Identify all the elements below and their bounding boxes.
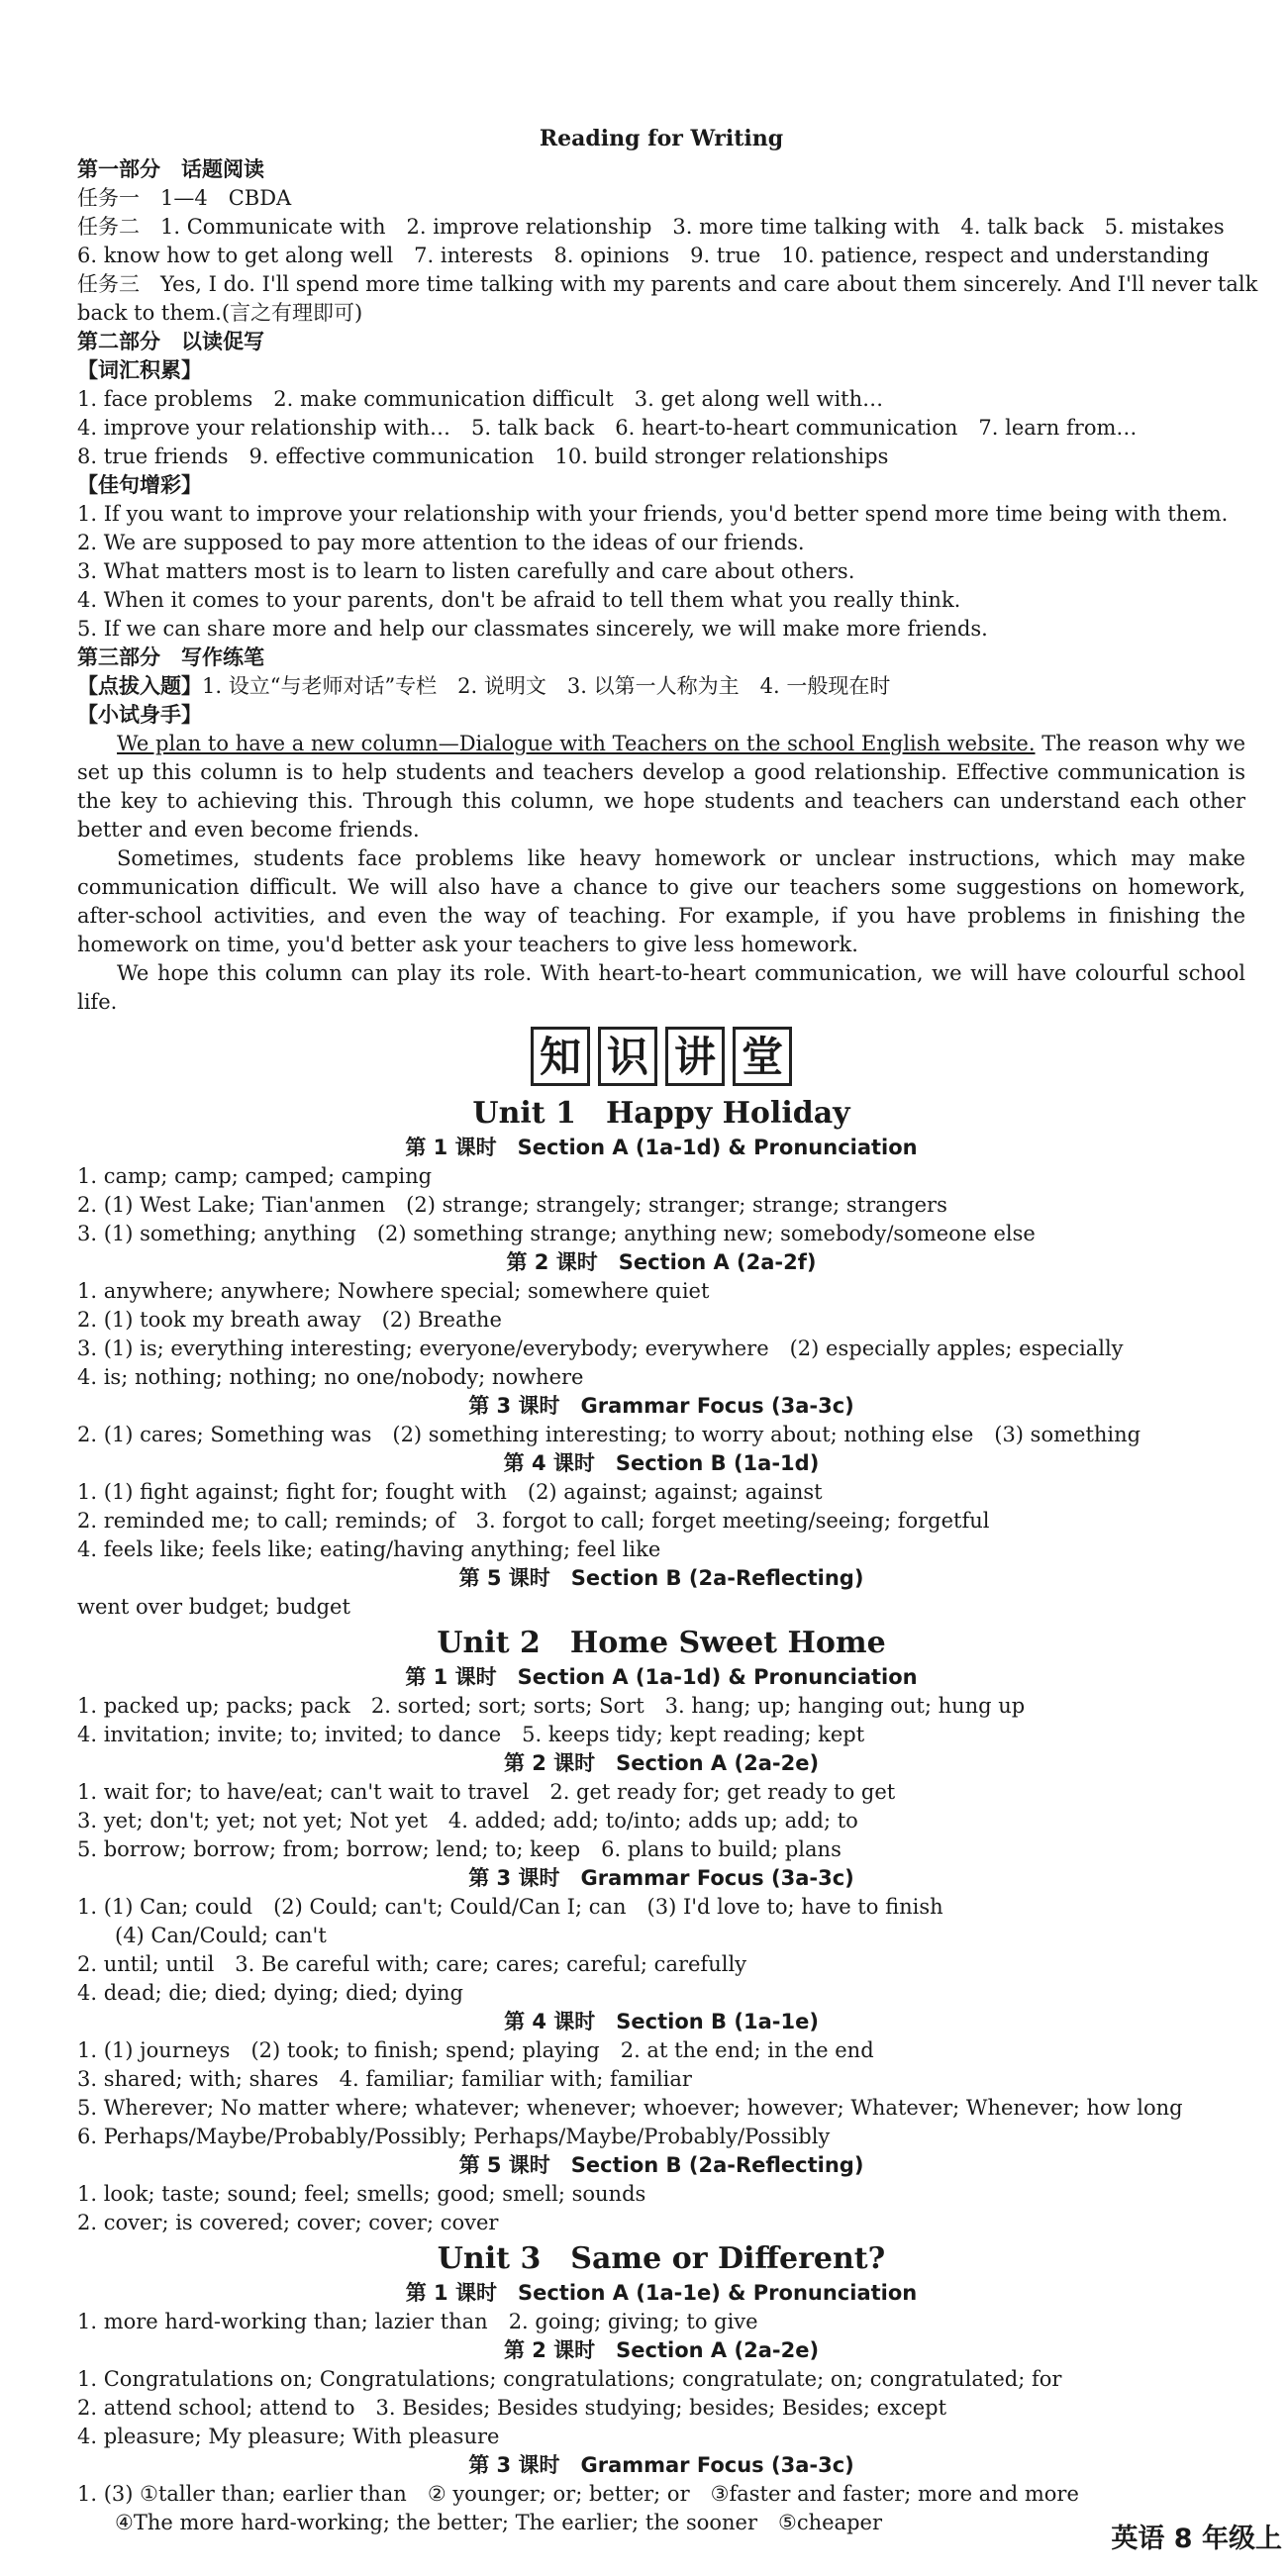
unit2-title: Unit 2 Home Sweet Home <box>437 1626 886 1660</box>
answer-line: 2. (1) West Lake; Tian'anmen (2) strange; strangely; stranger; strange; strangers <box>77 1193 947 1217</box>
answer-line: 4. dead; die; died; dying; died; dying <box>77 1981 463 2005</box>
unit1-lesson4: 第 4 课时 Section B (1a-1d) <box>503 1451 820 1475</box>
unit3-title: Unit 3 Same or Different? <box>437 2241 886 2276</box>
vocab-line3: 8. true friends 9. effective communication 10. build stronger relationships <box>77 445 889 468</box>
vocab-heading: 【词汇积累】 <box>77 358 202 382</box>
answer-line: 2. attend school; attend to 3. Besides; Besides studying; besides; Besides; except <box>77 2396 947 2420</box>
unit1-lesson5: 第 5 课时 Section B (2a-Reflecting) <box>458 1566 864 1590</box>
answer-line: 3. yet; don't; yet; not yet; Not yet 4. added; add; to/into; adds up; add; to <box>77 1809 858 1833</box>
answer-line: 2. cover; is covered; cover; cover; cover <box>77 2211 499 2234</box>
sentences-heading: 【佳句增彩】 <box>77 473 202 497</box>
answer-line: 2. (1) took my breath away (2) Breathe <box>77 1308 502 1332</box>
answer-line: went over budget; budget <box>77 1595 350 1619</box>
answer-line: 1. look; taste; sound; feel; smells; good; smell; sounds <box>77 2182 646 2206</box>
answer-line: 3. (1) something; anything (2) something strange; anything new; somebody/someone else <box>77 1222 1036 1245</box>
sentence-3: 3. What matters most is to learn to listen carefully and care about others. <box>77 559 855 583</box>
answer-line: 1. Congratulations on; Congratulations; congratulations; congratulate; on; congratulated; for <box>77 2367 1062 2391</box>
answer-line: 2. reminded me; to call; reminds; of 3. forgot to call; forget meeting/seeing; forgetful <box>77 1509 990 1533</box>
unit1-lesson2: 第 2 课时 Section A (2a-2f) <box>506 1250 817 1274</box>
part2-heading: 第二部分 以读促写 <box>77 330 264 353</box>
answer-line: 4. invitation; invite; to; invited; to dance 5. keeps tidy; kept reading; kept <box>77 1723 865 1746</box>
essay-paragraph-3: We hope this column can play its role. With heart-to-heart communication, we will have colourful school life. <box>77 961 1245 1014</box>
part1-heading: 第一部分 话题阅读 <box>77 157 264 181</box>
task1: 任务一 1—4 CBDA <box>77 186 292 210</box>
sentence-4: 4. When it comes to your parents, don't be afraid to tell them what you really think. <box>77 588 961 612</box>
answer-line: 2. (1) cares; Something was (2) something interesting; to worry about; nothing else (3) something <box>77 1423 1141 1446</box>
tip-line <box>77 672 1245 701</box>
banner-char-3: 讲 <box>665 1027 725 1086</box>
task2-line2: 6. know how to get along well 7. interests 8. opinions 9. true 10. patience, respect and understanding <box>77 244 1210 267</box>
unit2-lesson1: 第 1 课时 Section A (1a-1d) & Pronunciation <box>405 1665 918 1689</box>
banner-char-2: 识 <box>598 1027 657 1086</box>
answer-line: 6. Perhaps/Maybe/Probably/Possibly; Perhaps/Maybe/Probably/Possibly <box>77 2125 831 2148</box>
banner-char-4: 堂 <box>733 1027 792 1086</box>
sentence-2: 2. We are supposed to pay more attention to the ideas of our friends. <box>77 531 805 554</box>
answer-line: 1. (1) fight against; fight for; fought with (2) against; against; against <box>77 1480 823 1504</box>
answer-line: 4. feels like; feels like; eating/having anything; feel like <box>77 1537 661 1561</box>
unit2-lesson3: 第 3 课时 Grammar Focus (3a-3c) <box>468 1866 854 1890</box>
part3-heading: 第三部分 写作练笔 <box>77 645 264 669</box>
unit2-lesson5: 第 5 课时 Section B (2a-Reflecting) <box>458 2153 864 2177</box>
answer-line: 4. is; nothing; nothing; no one/nobody; nowhere <box>77 1365 584 1389</box>
sentence-1: 1. If you want to improve your relationship with your friends, you'd better spend more time being with them. <box>77 502 1229 526</box>
tip-heading: 【点拔入题】 <box>77 674 202 698</box>
task3-line1: 任务三 Yes, I do. I'll spend more time talking with my parents and care about them sincerely. And I'll never talk <box>77 272 1258 296</box>
answer-line: 1. (1) journeys (2) took; to finish; spend; playing 2. at the end; in the end <box>77 2038 874 2062</box>
essay-paragraph-1 <box>77 730 1245 844</box>
sentence-5: 5. If we can share more and help our classmates sincerely, we will make more friends. <box>77 617 988 641</box>
unit3-lesson2: 第 2 课时 Section A (2a-2e) <box>503 2338 820 2362</box>
unit1-lesson3: 第 3 课时 Grammar Focus (3a-3c) <box>468 1394 854 1418</box>
answer-line: 3. shared; with; shares 4. familiar; familiar with; familiar <box>77 2067 692 2091</box>
task2-line1: 任务二 1. Communicate with 2. improve relationship 3. more time talking with 4. talk back 5. mistakes <box>77 215 1225 239</box>
unit3-lesson1: 第 1 课时 Section A (1a-1e) & Pronunciation <box>405 2281 918 2305</box>
unit2-lesson2: 第 2 课时 Section A (2a-2e) <box>503 1751 820 1775</box>
page-footer-label: 英语 8 年级上 <box>1111 2523 1282 2554</box>
answer-line: ④The more hard-working; the better; The earlier; the sooner ⑤cheaper <box>115 2511 882 2534</box>
knowledge-banner <box>77 1027 1245 1086</box>
vocab-line2: 4. improve your relationship with… 5. talk back 6. heart-to-heart communication 7. learn from… <box>77 416 1138 440</box>
content <box>77 125 1258 2537</box>
task3-line2: back to them.(言之有理即可) <box>77 301 363 325</box>
try-heading: 【小试身手】 <box>77 703 202 727</box>
vocab-line1: 1. face problems 2. make communication difficult 3. get along well with… <box>77 387 884 411</box>
answer-line: 1. (1) Can; could (2) Could; can't; Could/Can I; can (3) I'd love to; have to finish <box>77 1895 943 1919</box>
answer-line: 3. (1) is; everything interesting; everyone/everybody; everywhere (2) especially apples; especially <box>77 1337 1124 1360</box>
answer-line: 1. (3) ①taller than; earlier than ② younger; or; better; or ③faster and faster; more and more <box>77 2482 1079 2506</box>
answer-line: 4. pleasure; My pleasure; With pleasure <box>77 2425 500 2448</box>
section-title: Reading for Writing <box>539 126 784 151</box>
tip-text: 1. 设立“与老师对话”专栏 2. 说明文 3. 以第一人称为主 4. 一般现在时 <box>202 674 891 698</box>
unit2-lesson4: 第 4 课时 Section B (1a-1e) <box>504 2010 819 2033</box>
unit1-title: Unit 1 Happy Holiday <box>472 1096 850 1131</box>
essay-opening-sentence: We plan to have a new column—Dialogue with Teachers on the school English website. <box>117 732 1036 755</box>
essay-paragraph-2: Sometimes, students face problems like heavy homework or unclear instructions, which may make communication difficult. We will also have a chance to give our teachers some suggestions on homework, after-school activities, and even the way of teaching. For example, if you have problems in finishing the homework on time, you'd better ask your teachers to give less homework. <box>77 846 1245 956</box>
answer-line: 5. borrow; borrow; from; borrow; lend; to; keep 6. plans to build; plans <box>77 1837 842 1861</box>
unit3-lesson3: 第 3 课时 Grammar Focus (3a-3c) <box>468 2453 854 2477</box>
answer-line: 5. Wherever; No matter where; whatever; whenever; whoever; however; Whatever; Whenever; how long <box>77 2096 1183 2120</box>
answer-line: 2. until; until 3. Be careful with; care; cares; careful; carefully <box>77 1952 747 1976</box>
answer-line: 1. more hard-working than; lazier than 2. going; giving; to give <box>77 2310 758 2333</box>
answer-line: 1. packed up; packs; pack 2. sorted; sort; sorts; Sort 3. hang; up; hanging out; hung up <box>77 1694 1026 1718</box>
answer-line: 1. anywhere; anywhere; Nowhere special; somewhere quiet <box>77 1279 710 1303</box>
essay-paragraph-1-rest: The reason why we set up this column is to help students and teachers develop a good relationship. Effective communication is the key to achieving this. Through this column, we hope students and teachers can understand each other better and even become friends. <box>77 732 1245 842</box>
banner-char-1: 知 <box>531 1027 590 1086</box>
answer-line: (4) Can/Could; can't <box>115 1924 327 1947</box>
answer-line: 1. camp; camp; camped; camping <box>77 1164 433 1188</box>
answer-line: 1. wait for; to have/eat; can't wait to travel 2. get ready for; get ready to get <box>77 1780 896 1804</box>
unit1-lesson1: 第 1 课时 Section A (1a-1d) & Pronunciation <box>405 1136 918 1159</box>
